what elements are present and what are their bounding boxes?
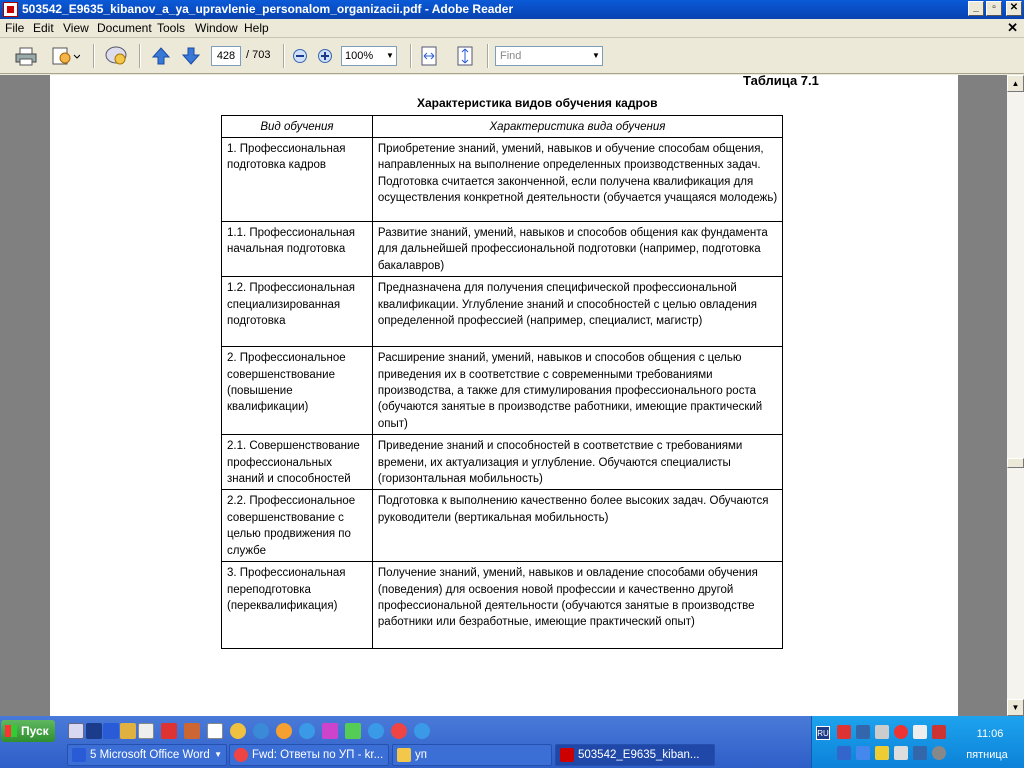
row-kind: 1.1. Профессиональная начальная подготовка [222,222,373,277]
row-desc: Развитие знаний, умений, навыков и способов общения как фундамента для дальнейшей профессиональной подготовки (например, подготовка бакалавров) [372,222,782,277]
table-row [222,347,783,435]
language-indicator[interactable]: RU [816,726,830,740]
table-row [222,435,783,490]
comment-icon [103,45,129,67]
grid-icon[interactable] [913,725,927,739]
table-row [222,490,783,562]
window-title: 503542_E9635_kibanov_a_ya_upravlenie_personalom_organizacii.pdf - Adobe Reader [22,2,514,16]
page-total: / 703 [246,49,271,61]
zoom-out-icon [292,48,308,64]
chrome-icon[interactable] [391,723,407,739]
fit-page-icon [456,46,474,66]
scroll-thumb[interactable] [1007,458,1024,468]
title-bar[interactable] [0,0,1024,19]
close-button[interactable]: ✕ [1006,1,1022,16]
toolbar-separator [487,44,489,68]
arrow-up-icon [151,46,171,66]
row-kind: 2. Профессиональное совершенствование (повышение квалификации) [222,347,373,435]
day-of-week: пятница [966,749,1008,761]
start-label: Пуск [21,724,49,738]
adobe-reader-icon [3,2,18,17]
scroll-up-icon[interactable]: ▲ [1007,75,1024,92]
document-view[interactable] [0,75,1007,716]
monitor-icon[interactable] [837,746,851,760]
fit-width-icon [420,46,438,66]
row-desc: Предназначена для получения специфической профессиональной квалификации. Углубление знаний и способностей с целью овладения определенной профессией (например, специалист, магистр) [372,277,782,347]
vk-icon[interactable] [913,746,927,760]
taskbar [0,716,1024,768]
zoom-in-button[interactable] [315,44,335,68]
ie-icon[interactable] [368,723,384,739]
task-label: Fwd: Ответы по УП - kr... [252,749,384,761]
scroll-down-icon[interactable]: ▼ [1007,699,1024,716]
training-types-table [221,115,783,649]
minimize-button[interactable]: _ [968,1,984,16]
row-desc: Приобретение знаний, умений, навыков и обучение способам общения, направленных на выполнение определенных производственных задач. Подготовка считается законченной, если получена квалификация для осуществления конкретной деятельности (обучается учащаяся молодежь) [372,138,782,222]
window-controls [968,1,1022,16]
header-kind: Вид обучения [222,116,373,138]
table-title: Характеристика видов обучения кадров [417,96,658,110]
row-kind: 1.2. Профессиональная специализированная подготовка [222,277,373,347]
task-label: уп [415,749,427,761]
next-page-button[interactable] [178,44,204,68]
row-desc: Приведение знаний и способностей в соответствие с требованиями времени, их актуализация и углубление. Обучаются специалисты (горизонтальная мобильность) [372,435,782,490]
row-kind: 2.2. Профессиональное совершенствование с целью продвижения по службе [222,490,373,562]
chevron-down-icon[interactable]: ▼ [592,51,600,60]
row-kind: 1. Профессиональная подготовка кадров [222,138,373,222]
clock[interactable]: 11:06 [976,728,1004,740]
menu-edit[interactable]: Edit [33,21,54,35]
row-desc: Подготовка к выполнению качественно более высоких задач. Обучаются руководители (вертикальная мобильность) [372,490,782,562]
window-icon[interactable] [138,723,154,739]
word-icon [72,748,86,762]
network-icon[interactable] [856,725,870,739]
row-desc: Получение знаний, умений, навыков и овладение способами обучения (поведения) для освоения новой профессии и качественно другой профессиональной деятельности (обучаются занятые в производстве работники или безработные, имеющие практический опыт) [372,562,782,649]
menu-help[interactable]: Help [244,21,269,35]
webcam-icon[interactable] [932,746,946,760]
table-row [222,277,783,347]
table-row [222,562,783,649]
zoom-out-button[interactable] [290,44,310,68]
antivirus-icon[interactable] [837,725,851,739]
table-row [222,138,783,222]
task-folder[interactable] [392,744,552,766]
shield-icon[interactable] [932,725,946,739]
task-chrome[interactable] [229,744,389,766]
task-adobe-reader[interactable] [555,744,715,766]
search-icon[interactable] [253,723,269,739]
adobe-reader-icon [560,748,574,762]
document-close-icon[interactable]: ✕ [1007,20,1018,35]
email-button[interactable] [48,44,82,68]
system-tray [811,716,1024,768]
print-button[interactable] [12,44,40,68]
desktop-icon[interactable] [68,723,84,739]
app-s-icon[interactable] [184,723,200,739]
email-doc-icon [50,46,80,66]
printer-tray-icon[interactable] [875,725,889,739]
toolbar-separator [410,44,412,68]
task-label: 5 Microsoft Office Word [90,749,210,761]
windows-flag-icon [5,725,17,737]
app-puzzle-icon[interactable] [322,723,338,739]
menu-window[interactable]: Window [195,21,238,35]
task-label: 503542_E9635_kiban... [578,749,700,761]
find-placeholder: Find [500,50,522,62]
mail-at-icon[interactable] [276,723,292,739]
row-kind: 2.1. Совершенствование профессиональных знаний и способностей [222,435,373,490]
pencil-icon[interactable] [120,723,136,739]
flag-icon[interactable] [161,723,177,739]
row-kind: 3. Профессиональная переподготовка (переквалификация) [222,562,373,649]
previous-page-button[interactable] [148,44,174,68]
row-desc: Расширение знаний, умений, навыков и способов общения с целью приведения их в соответствие с современными требованиями производства, а также для стимулирования профессионального роста (обучаются занятые в производстве работники, имеющие практический опыт) [372,347,782,435]
volume-icon[interactable] [894,746,908,760]
folder-icon [397,748,411,762]
fit-page-button[interactable] [453,44,477,68]
menu-document[interactable]: Document [97,21,152,35]
maximize-button[interactable]: ▫ [986,1,1002,16]
toolbar-separator [93,44,95,68]
office-icon[interactable] [103,723,119,739]
app-d-icon[interactable] [345,723,361,739]
zoom-in-icon [317,48,333,64]
vertical-scrollbar[interactable] [1007,75,1024,716]
page-number-input[interactable]: 428 [211,46,241,66]
menu-bar [0,19,1024,38]
arrow-down-icon [181,46,201,66]
comment-button[interactable] [101,44,131,68]
zoom-select[interactable] [341,46,397,66]
smiley-icon[interactable] [230,723,246,739]
fit-width-button[interactable] [417,44,441,68]
toolbar-separator [139,44,141,68]
ie-icon[interactable] [299,723,315,739]
menu-file[interactable]: File [5,21,25,35]
warning-icon[interactable] [875,746,889,760]
find-input[interactable] [495,46,603,66]
start-button[interactable] [1,720,55,742]
chrome-icon [234,748,248,762]
chevron-down-icon: ▼ [214,750,222,759]
table-row [222,222,783,277]
opera-icon[interactable] [894,725,908,739]
menu-view[interactable]: View [63,21,89,35]
toolbar-separator [283,44,285,68]
table-number: Таблица 7.1 [743,75,819,88]
sync-icon[interactable] [856,746,870,760]
zoom-value: 100% [345,50,374,62]
printer-icon [15,46,37,66]
ie-icon[interactable] [414,723,430,739]
document-icon[interactable] [207,723,223,739]
word-icon[interactable] [86,723,102,739]
task-word[interactable] [67,744,227,766]
pdf-page [50,75,958,716]
menu-tools[interactable]: Tools [157,21,186,35]
header-desc: Характеристика вида обучения [372,116,782,138]
chevron-down-icon[interactable]: ▼ [386,51,394,60]
